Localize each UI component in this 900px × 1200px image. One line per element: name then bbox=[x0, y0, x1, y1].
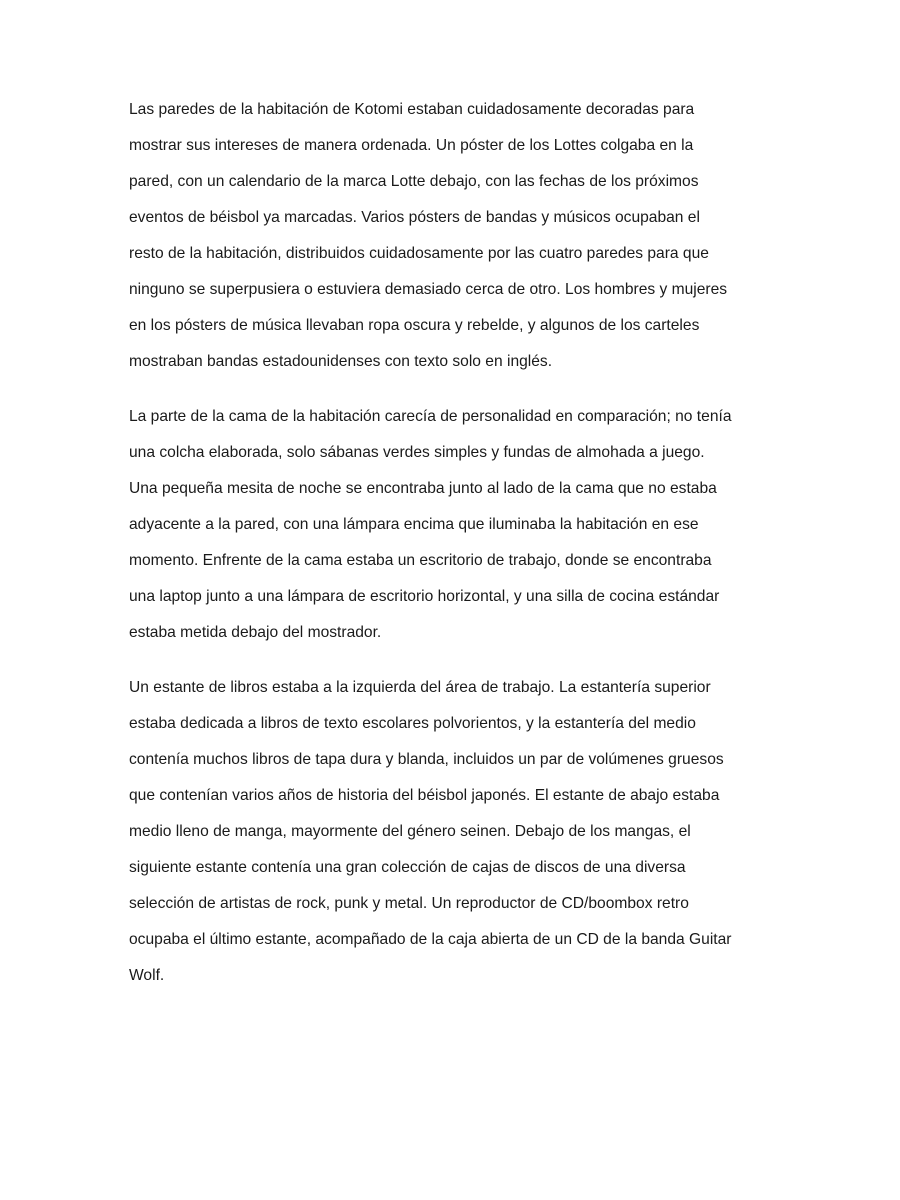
paragraph-1 bbox=[129, 92, 779, 380]
paragraph-line: siguiente estante contenía una gran colección de cajas de discos de una diversa bbox=[129, 859, 686, 876]
paragraph-line: resto de la habitación, distribuidos cuidadosamente por las cuatro paredes para que bbox=[129, 245, 709, 262]
paragraph-line: Un estante de libros estaba a la izquierda del área de trabajo. La estantería superior bbox=[129, 679, 711, 696]
paragraph-3 bbox=[129, 670, 779, 994]
paragraph-line: contenía muchos libros de tapa dura y blanda, incluidos un par de volúmenes gruesos bbox=[129, 751, 724, 768]
document-body bbox=[129, 92, 779, 1013]
paragraph-line: La parte de la cama de la habitación carecía de personalidad en comparación; no tenía bbox=[129, 408, 732, 425]
paragraph-line: ocupaba el último estante, acompañado de la caja abierta de un CD de la banda Guitar bbox=[129, 931, 732, 948]
paragraph-line: medio lleno de manga, mayormente del género seinen. Debajo de los mangas, el bbox=[129, 823, 691, 840]
paragraph-line: Una pequeña mesita de noche se encontraba junto al lado de la cama que no estaba bbox=[129, 480, 717, 497]
paragraph-line: momento. Enfrente de la cama estaba un escritorio de trabajo, donde se encontraba bbox=[129, 552, 712, 569]
paragraph-line: que contenían varios años de historia del béisbol japonés. El estante de abajo estaba bbox=[129, 787, 720, 804]
paragraph-line: selección de artistas de rock, punk y metal. Un reproductor de CD/boombox retro bbox=[129, 895, 689, 912]
paragraph-line: pared, con un calendario de la marca Lotte debajo, con las fechas de los próximos bbox=[129, 173, 699, 190]
paragraph-line: una colcha elaborada, solo sábanas verdes simples y fundas de almohada a juego. bbox=[129, 444, 705, 461]
paragraph-line: una laptop junto a una lámpara de escritorio horizontal, y una silla de cocina estándar bbox=[129, 588, 720, 605]
paragraph-2 bbox=[129, 399, 779, 651]
paragraph-line: mostraban bandas estadounidenses con texto solo en inglés. bbox=[129, 353, 553, 370]
paragraph-line: Wolf. bbox=[129, 967, 165, 984]
paragraph-line: Las paredes de la habitación de Kotomi estaban cuidadosamente decoradas para bbox=[129, 101, 695, 118]
paragraph-line: estaba dedicada a libros de texto escolares polvorientos, y la estantería del medio bbox=[129, 715, 696, 732]
paragraph-line: ninguno se superpusiera o estuviera demasiado cerca de otro. Los hombres y mujeres bbox=[129, 281, 728, 298]
paragraph-line: estaba metida debajo del mostrador. bbox=[129, 624, 382, 641]
paragraph-line: en los pósters de música llevaban ropa oscura y rebelde, y algunos de los carteles bbox=[129, 317, 700, 334]
paragraph-line: adyacente a la pared, con una lámpara encima que iluminaba la habitación en ese bbox=[129, 516, 699, 533]
paragraph-line: eventos de béisbol ya marcadas. Varios pósters de bandas y músicos ocupaban el bbox=[129, 209, 700, 226]
paragraph-line: mostrar sus intereses de manera ordenada. Un póster de los Lottes colgaba en la bbox=[129, 137, 694, 154]
